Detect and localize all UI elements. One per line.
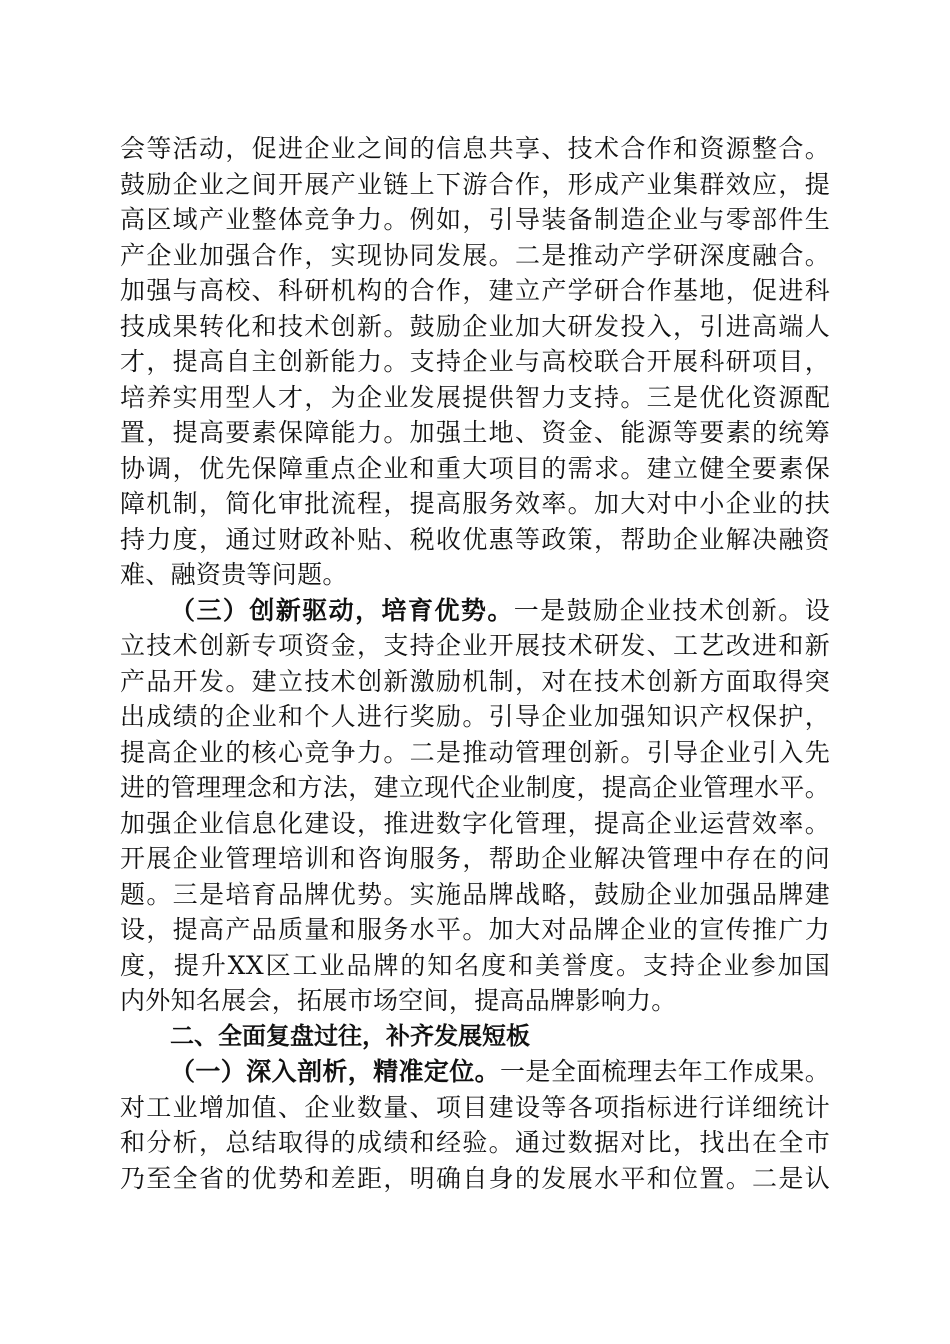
text-line: 鼓励企业之间开展产业链上下游合作，形成产业集群效应，提 <box>120 169 830 199</box>
paragraph-1 <box>120 131 830 593</box>
text-line: 开展企业管理培训和咨询服务，帮助企业解决管理中存在的问 <box>120 844 830 873</box>
text-line: 置，提高要素保障能力。加强土地、资金、能源等要素的统筹 <box>120 418 830 447</box>
text-line: 出成绩的企业和个人进行奖励。引导企业加强知识产权保护， <box>120 702 830 731</box>
text-line: 产企业加强合作，实现协同发展。二是推动产学研深度融合。 <box>120 240 830 270</box>
text-line: 度，提升XX区工业品牌的知名度和美誉度。支持企业参加国 <box>120 950 830 980</box>
text-line: 技成果转化和技术创新。鼓励企业加大研发投入，引进高端人 <box>120 311 830 341</box>
paragraph-3 <box>120 1054 830 1196</box>
text-line: 培养实用型人才，为企业发展提供智力支持。三是优化资源配 <box>120 382 830 412</box>
text-line: 加强企业信息化建设，推进数字化管理，提高企业运营效率。 <box>120 808 830 838</box>
text-line: 设，提高产品质量和服务水平。加大对品牌企业的宣传推广力 <box>120 915 830 944</box>
text-span: 一是鼓励企业技术创新。设 <box>513 595 830 625</box>
text-line: 立技术创新专项资金，支持企业开展技术研发、工艺改进和新 <box>120 631 830 660</box>
text-line: 会等活动，促进企业之间的信息共享、技术合作和资源整合。 <box>120 134 830 163</box>
text-line: 乃至全省的优势和差距，明确自身的发展水平和位置。二是认 <box>120 1163 830 1193</box>
text-line: 协调，优先保障重点企业和重大项目的需求。建立健全要素保 <box>120 453 830 483</box>
section-heading: 二、全面复盘过往，补齐发展短板 <box>170 1021 530 1050</box>
text-line: 才，提高自主创新能力。支持企业与高校联合开展科研项目， <box>120 347 830 376</box>
text-line: 持力度，通过财政补贴、税收优惠等政策，帮助企业解决融资 <box>120 524 830 554</box>
paragraph-first-line <box>120 1054 830 1090</box>
text-line: 难、融资贵等问题。 <box>120 560 348 589</box>
text-line: 内外知名展会，拓展市场空间，提高品牌影响力。 <box>120 986 677 1015</box>
text-line: 高区域产业整体竞争力。例如，引导装备制造企业与零部件生 <box>120 205 830 234</box>
text-line: 题。三是培育品牌优势。实施品牌战略，鼓励企业加强品牌建 <box>120 879 830 909</box>
text-line: 产品开发。建立技术创新激励机制，对在技术创新方面取得突 <box>120 666 830 696</box>
subheading-lead: （三）创新驱动，培育优势。 <box>170 595 514 625</box>
paragraph-2 <box>120 593 830 1019</box>
text-span: 一是全面梳理去年工作成果。 <box>500 1057 830 1086</box>
text-line: 提高企业的核心竞争力。二是推动管理创新。引导企业引入先 <box>120 737 830 767</box>
text-line: 对工业增加值、企业数量、项目建设等各项指标进行详细统计 <box>120 1092 830 1122</box>
text-line: 和分析，总结取得的成绩和经验。通过数据对比，找出在全市 <box>120 1128 830 1157</box>
subheading-lead: （一）深入剖析，精准定位。 <box>170 1057 501 1086</box>
text-line: 进的管理理念和方法，建立现代企业制度，提高企业管理水平。 <box>120 773 830 802</box>
document-page <box>120 131 830 1196</box>
paragraph-first-line <box>120 593 830 629</box>
text-line: 加强与高校、科研机构的合作，建立产学研合作基地，促进科 <box>120 276 830 305</box>
text-line: 障机制，简化审批流程，提高服务效率。加大对中小企业的扶 <box>120 489 830 518</box>
